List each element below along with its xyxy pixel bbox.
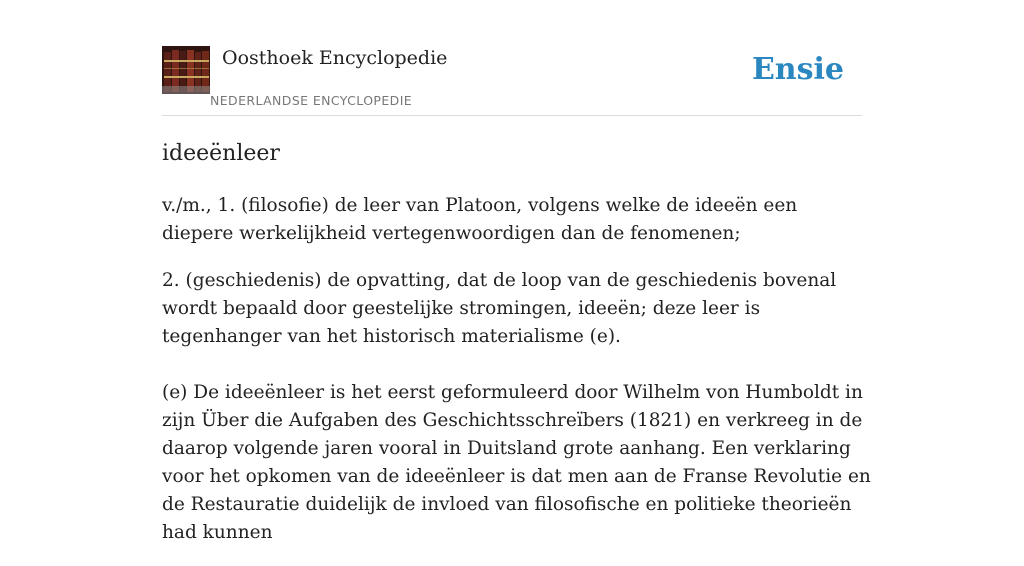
book-spines-icon[interactable] — [162, 46, 210, 94]
definition-paragraph-1: v./m., 1. (filosofie) de leer van Platoon, volgens welke de ideeën een diepere werkelijkheid vertegenwoordigen dan de fenomenen; — [162, 195, 798, 244]
definition-paragraph-3: (e) De ideeënleer is het eerst geformuleerd door Wilhelm von Humboldt in zijn Über die Aufgaben des Geschichtsschreïbers (1821) en verkreeg in de daarop volgende jaren vooral in Duitsland grote aanhang. Een verklaring voor het opkomen van de ideeënleer is dat men aan de Franse Revolutie en de Restauratie duidelijk de invloed van filosofische en politieke theorieën had kunnen — [162, 382, 871, 543]
header-divider — [162, 115, 862, 116]
ensie-logo-link[interactable]: Ensie — [751, 52, 844, 87]
definition-paragraph-2: 2. (geschiedenis) de opvatting, dat de loop van de geschiedenis bovenal wordt bepaald door geestelijke stromingen, ideeën; deze leer is tegenhanger van het historisch materialisme (e). — [162, 270, 837, 347]
article-title: ideeënleer — [162, 141, 280, 166]
site-header — [162, 46, 862, 116]
site-subtitle: NEDERLANDSE ENCYCLOPEDIE — [210, 93, 413, 108]
article-body — [162, 192, 872, 566]
site-name[interactable]: Oosthoek Encyclopedie — [222, 47, 448, 69]
